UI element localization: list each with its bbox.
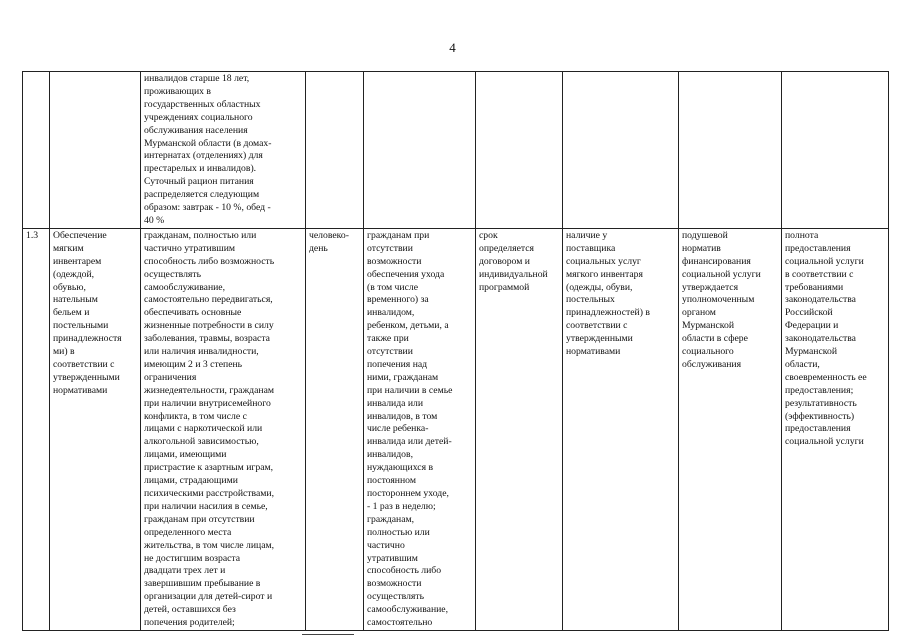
table-row-1-3 (23, 228, 889, 630)
cell-conditions: наличие у поставщика социальных услуг мягкого инвентаря (одежды, обуви, постельных принадлежностей) в соответствии с утвержденными нормативами (563, 228, 679, 630)
cell-term (476, 72, 563, 229)
cell-num: 1.3 (23, 228, 50, 630)
page-number: 4 (449, 40, 456, 55)
cell-conditions (563, 72, 679, 229)
cell-service-description: гражданам, полностью или частично утратившим способность либо возможность осуществлять самообслуживание, самостоятельно передвигаться, обеспечивать основные жизненные потребности в силу заболевания, травмы, возраста или наличия инвалидности, имеющим 2 и 3 степень ограничения жизнедеятельности, гражданам при наличии внутрисемейного конфликта, в том числе с лицами с наркотической или алкогольной зависимостью, лицами, имеющими пристрастие к азартным играм, лицами, страдающими психическими расстройствами, при наличии насилия в семье, гражданам при отсутствии определенного места жительства, в том числе лицам, не достигшим возраста двадцати трех лет и завершившим пребывание в организации для детей-сирот и детей, оставшихся без попечения родителей; (141, 228, 306, 630)
cell-unit: человеко- день (306, 228, 364, 630)
cell-unit (306, 72, 364, 229)
cell-num (23, 72, 50, 229)
cell-service-description: инвалидов старше 18 лет, проживающих в государственных областных учреждениях социального обслуживания населения Мурманской области (в домах- интернатах (отделениях) для престарелых и инвалидов). Суточный рацион питания распределяется следующим образом: завтрак - 10 %, обед - 40 % (141, 72, 306, 229)
services-table (22, 71, 889, 631)
cell-service-name (50, 72, 141, 229)
cell-term: срок определяется договором и индивидуальной программой (476, 228, 563, 630)
footnote-divider (302, 634, 354, 635)
cell-quality: полнота предоставления социальной услуги в соответствии с требованиями законодательства Российской Федерации и законодательства Мурманской области, своевременность ее предоставления; результативность (эффективность) предоставления социальной услуги (782, 228, 889, 630)
table-row-continuation (23, 72, 889, 229)
cell-recipients: гражданам при отсутствии возможности обеспечения ухода (в том числе временного) за инвалидом, ребенком, детьми, а также при отсутствии попечения над ними, гражданам при наличии в семье инвалида или инвалидов, в том числе ребенка- инвалида или детей- инвалидов, нуждающихся в постоянном постороннем уходе, - 1 раз в неделю; гражданам, полностью или частично утратившим способность либо возможности осуществлять самообслуживание, самостоятельно (364, 228, 476, 630)
cell-service-name: Обеспечение мягким инвентарем (одеждой, обувью, нательным бельем и постельными принадлежностя ми) в соответствии с утвержденными нормативами (50, 228, 141, 630)
cell-normative (679, 72, 782, 229)
cell-quality (782, 72, 889, 229)
cell-normative: подушевой норматив финансирования социальной услуги утверждается уполномоченным органом Мурманской области в сфере социального обслуживания (679, 228, 782, 630)
cell-recipients (364, 72, 476, 229)
